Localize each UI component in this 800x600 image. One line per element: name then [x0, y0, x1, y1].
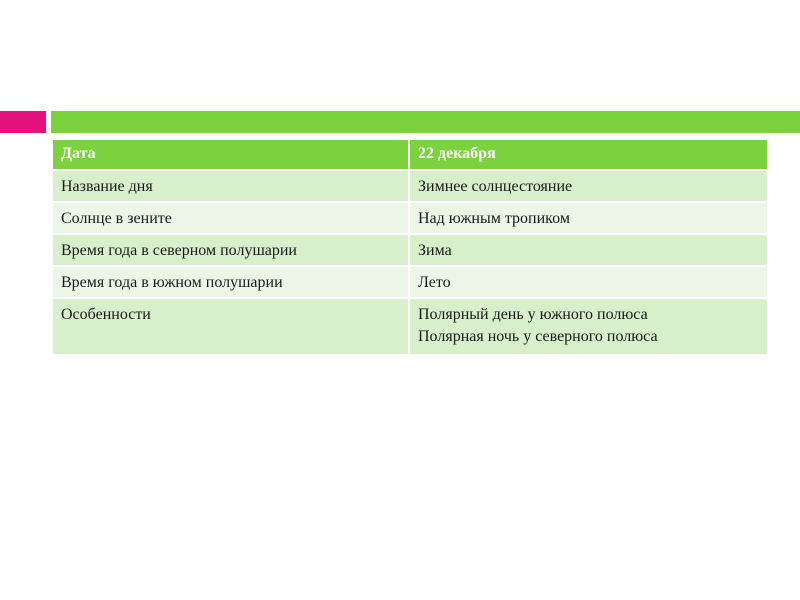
row-value-line: Полярный день у южного полюса: [418, 306, 648, 323]
table-row: [53, 266, 767, 298]
row-value: [409, 202, 767, 234]
row-label: Солнце в зените: [53, 202, 409, 234]
row-value: [409, 298, 767, 355]
row-value-line: Полярная ночь у северного полюса: [418, 328, 658, 345]
accent-bar-pink: [0, 111, 46, 133]
header-cell-value: 22 декабря: [409, 140, 767, 170]
row-label: Особенности: [53, 298, 409, 355]
row-value-line: Лето: [418, 274, 451, 291]
row-label: Время года в северном полушарии: [53, 234, 409, 266]
row-value: [409, 266, 767, 298]
row-value-line: Зима: [418, 242, 452, 259]
table-header-row: [53, 140, 767, 170]
table-row: [53, 234, 767, 266]
table-row: [53, 298, 767, 355]
row-label: Название дня: [53, 170, 409, 202]
solstice-table: [53, 140, 767, 356]
row-value-line: Над южным тропиком: [418, 210, 570, 227]
row-value-line: Зимнее солнцестояние: [418, 178, 573, 195]
row-value: [409, 170, 767, 202]
accent-bar-green: [51, 111, 800, 133]
row-value: [409, 234, 767, 266]
header-cell-date: Дата: [53, 140, 409, 170]
table-row: [53, 202, 767, 234]
table-row: [53, 170, 767, 202]
row-label: Время года в южном полушарии: [53, 266, 409, 298]
